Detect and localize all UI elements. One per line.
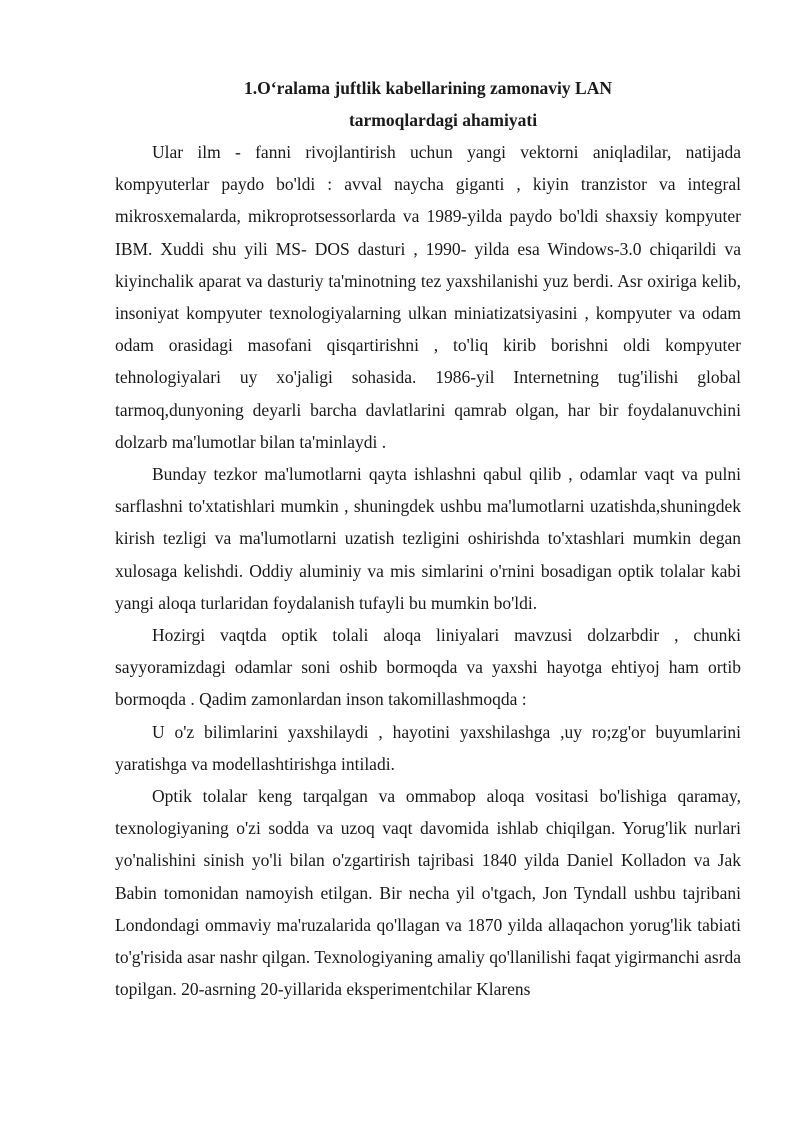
- paragraph-4: U o'z bilimlarini yaxshilaydi , hayotini yaxshilashga ,uy ro;zg'or buyumlarini yaratishga va modellashtirishga intiladi.: [115, 721, 741, 774]
- paragraph-5: Optik tolalar keng tarqalgan va ommabop aloqa vositasi bo'lishiga qaramay, texnologiyaning o'zi sodda va uzoq vaqt davomida ishlab chiqilgan. Yorug'lik nurlari yo'nalishini sinish yo'li bilan o'zgartirish tajribasi 1840 yilda Daniel Kolladon va Jak Babin tomonidan namoyish etilgan. Bir necha yil o'tgach, Jon Tyndall ushbu tajribani Londondagi ommaviy ma'ruzalarida qo'llagan va 1870 yilda allaqachon yorug'lik tabiati to'g'risida asar nashr qilgan. Texnologiyaning amaliy qo'llanilishi faqat yigirmanchi asrda topilgan. 20-asrning 20-yillarida eksperimentchilar Klarens: [115, 786, 741, 1000]
- document-title-line-1: 1.O‘ralama juftlik kabellarining zamonaviy LAN: [244, 78, 612, 98]
- paragraph-1: Ular ilm - fanni rivojlantirish uchun yangi vektorni aniqladilar, natijada kompyuterlar paydo bo'ldi : avval naycha giganti , kiyin tranzistor va integral mikrosxemalarda, mikroprotsessorlarda va 1989-yilda paydo bo'ldi shaxsiy kompyuter IBM. Xuddi shu yili MS- DOS dasturi , 1990- yilda esa Windows-3.0 chiqarildi va kiyinchalik aparat va dasturiy ta'minotning tez yaxshilanishi yuz berdi. Asr oxiriga kelib, insoniyat kompyuter texnologiyalarning ulkan miniatizatsiyasini , kompyuter va odam odam orasidagi masofani qisqartirishni , to'liq kirib borishni oldi kompyuter tehnologiyalari uy xo'jaligi sohasida. 1986-yil Internetning tug'ilishi global tarmoq,dunyoning deyarli barcha davlatlarini qamrab olgan, har bir foydalanuvchini dolzarb ma'lumotlar bilan ta'minlaydi .: [115, 142, 741, 452]
- document-page: [115, 72, 741, 1005]
- document-title-line-2: tarmoqlardagi ahamiyati: [348, 110, 538, 130]
- paragraph-2: Bunday tezkor ma'lumotlarni qayta ishlashni qabul qilib , odamlar vaqt va pulni sarflashni to'xtatishlari mumkin , shuningdek ushbu ma'lumotlarni uzatishda,shuningdek kirish tezligi va ma'lumotlarni uzatish tezligini oshirishda to'xtashlari mumkin degan xulosaga kelishdi. Oddiy aluminiy va mis simlarini o'rnini bosadigan optik tolalar kabi yangi aloqa turlaridan foydalanish tufayli bu mumkin bo'ldi.: [115, 464, 741, 613]
- paragraph-3: Hozirgi vaqtda optik tolali aloqa liniyalari mavzusi dolzarbdir , chunki sayyoramizdagi odamlar soni oshib bormoqda va yaxshi hayotga ehtiyoj ham ortib bormoqda . Qadim zamonlardan inson takomillashmoqda :: [115, 625, 741, 710]
